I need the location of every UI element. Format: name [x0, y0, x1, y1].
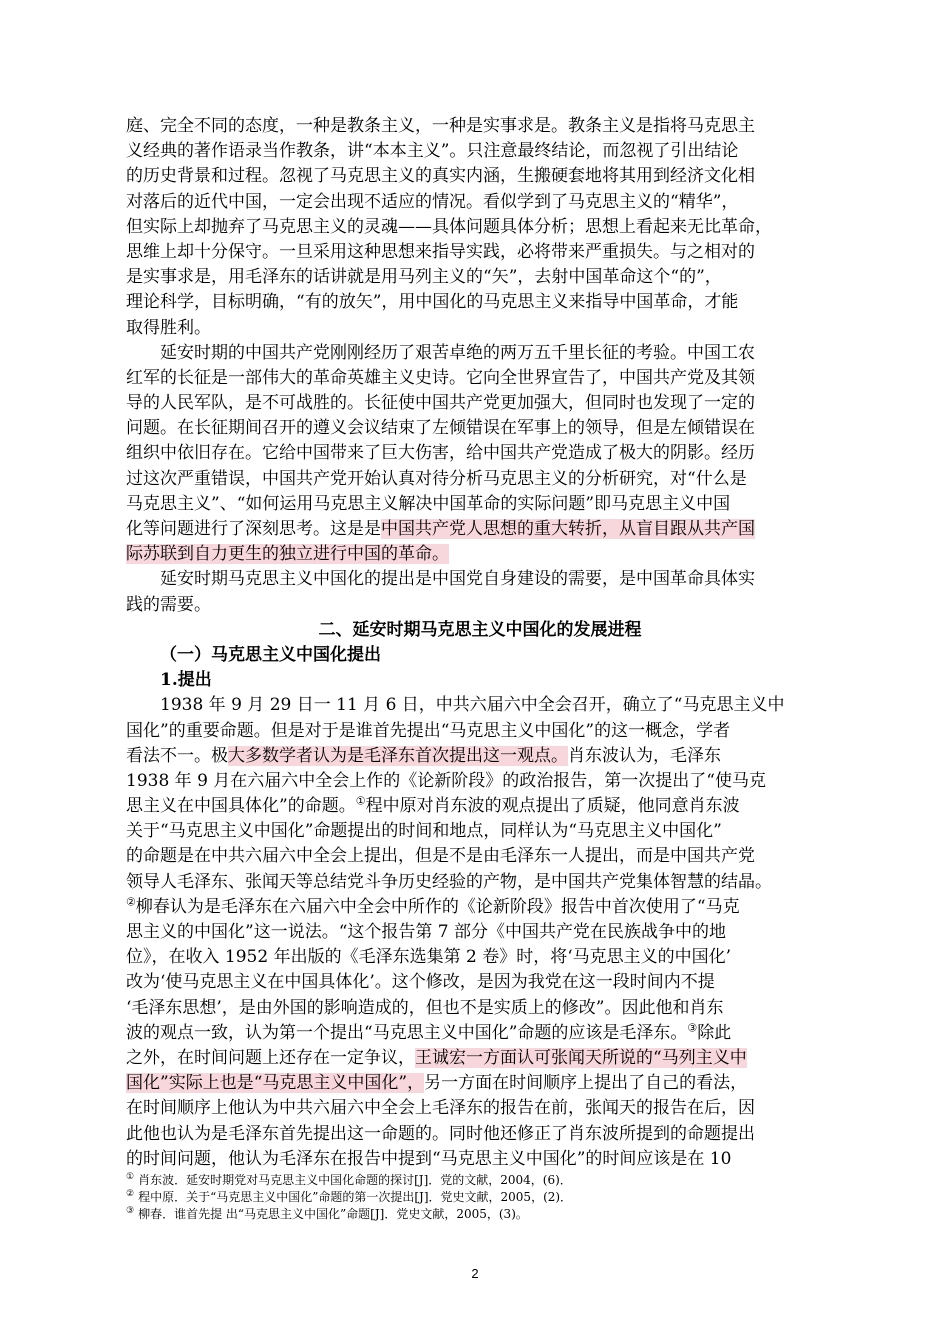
text-line: 但实际上却抛弃了马克思主义的灵魂——具体问题具体分析；思想上看起来无比革命，: [126, 216, 772, 237]
text-line: 取得胜利。: [126, 317, 211, 338]
page-number: 2: [471, 1266, 479, 1281]
text-line: 延安时期的中国共产党刚刚经历了艰苦卓绝的两万五千里长征的考验。中国工农: [126, 342, 755, 363]
text-line: 思维上却十分保守。一旦采用这种思想来指导实践，必将带来严重损失。与之相对的: [126, 241, 755, 262]
text-line: 理论科学，目标明确，“有的放矢”，用中国化的马克思主义来指导中国革命，才能: [126, 292, 739, 313]
subsubsection-heading: 1.提出: [160, 670, 212, 691]
text-segment: 化等问题进行了深刻思考。这是是: [126, 519, 381, 539]
text-line: 是实事求是，用毛泽东的话讲就是用马列主义的“矢”，去射中国革命这个“的”，: [126, 267, 722, 288]
text-line: 国化”的重要命题。但是对于是谁首先提出“马克思主义中国化”的这一概念，学者: [126, 720, 731, 741]
footnote-mark: ②: [126, 1189, 135, 1199]
highlighted-text: 际苏联到自力更生的独立进行中国的革命。: [126, 544, 449, 565]
text-line: [126, 542, 834, 567]
text-line: 思主义的中国化”这一说法。“这个报告第 7 部分《中国共产党在民族战争中的地: [126, 922, 727, 942]
text-line: [126, 517, 834, 542]
footnote-ref[interactable]: ②: [126, 895, 136, 909]
footnotes: [126, 1172, 834, 1223]
footnote-text: 程中原．关于“马克思主义中国化”命题的第一次提出[J]．党史文献，2005，(2)．: [138, 1190, 573, 1204]
text-line: 延安时期马克思主义中国化的提出是中国党自身建设的需要，是中国革命具体实: [126, 569, 755, 590]
text-line: 义经典的著作语录当作教条，讲“本本主义”。只注意最终结论，而忽视了引出结论: [126, 141, 739, 162]
text-line: [126, 1021, 834, 1046]
text-line: 改为‘使马克思主义在中国具体化’。这个修改，是因为我党在这一段时间内不提: [126, 972, 715, 993]
paragraph: [126, 114, 834, 341]
footnote-text: 肖东波．延安时期党对马克思主义中国化命题的探讨[J]．党的文献，2004，(6)．: [138, 1173, 572, 1187]
text-line: 对落后的近代中国，一定会出现不适应的情况。看似学到了马克思主义的“精华”，: [126, 191, 739, 212]
text-line: 践的需要。: [126, 594, 211, 615]
text-line: 庭、完全不同的态度，一种是教条主义，一种是实事求是。教条主义是指将马克思主: [126, 116, 755, 136]
text-line: 组织中依旧存在。它给中国带来了巨大伤害，给中国共产党造成了极大的阴影。经历: [126, 443, 755, 464]
footnote-text: 柳春．谁首先提 出“马克思主义中国化”命题[J]．党史文献，2005，(3)。: [138, 1207, 528, 1221]
text-segment: 思主义在中国具体化”的命题。: [126, 796, 356, 817]
text-line: 1938 年 9 月 29 日一 11 月 6 日，中共六届六中全会召开，确立了“马克思主义中: [126, 695, 785, 716]
footnote: [126, 1189, 834, 1206]
text-line: [126, 1046, 834, 1071]
text-segment: 除此: [697, 1022, 732, 1043]
footnote-ref[interactable]: ①: [355, 794, 366, 808]
footnote-mark: ③: [126, 1206, 135, 1216]
highlighted-text: 国化”实际上也是“马克思主义中国化”，: [126, 1073, 425, 1094]
footnote: [126, 1206, 834, 1223]
paragraph: [126, 693, 834, 1172]
text-line: 导的人民军队，是不可战胜的。长征使中国共产党更加强大，但同时也发现了一定的: [126, 393, 755, 414]
footnote-ref[interactable]: ③: [687, 1021, 698, 1035]
text-segment: 之外，在时间问题上还存在一定争议，: [126, 1047, 415, 1068]
body-text: [126, 114, 834, 1172]
text-line: 问题。在长征期间召开的遵义会议结束了左倾错误在军事上的领导，但是左倾错误在: [126, 418, 755, 439]
text-line: [126, 895, 834, 920]
text-line: 在时间顺序上他认为中共六届六中全会上毛泽东的报告在前，张闻天的报告在后，因: [126, 1098, 755, 1119]
text-line: ‘毛泽东思想’，是由外国的影响造成的，但也不是实质上的修改”。因此他和肖东: [126, 997, 724, 1018]
paragraph: [126, 567, 834, 617]
subsection-heading: （一）马克思主义中国化提出: [160, 644, 381, 665]
text-segment: 程中原对肖东波的观点提出了质疑，他同意肖东波: [365, 796, 740, 817]
text-segment: 肖东波认为，毛泽东: [568, 745, 721, 766]
text-line: [126, 1071, 834, 1096]
text-line: 关于“马克思主义中国化”命题提出的时间和地点，同样认为“马克思主义中国化”: [126, 821, 722, 842]
text-line: [126, 794, 834, 819]
highlighted-text: 中国共产党人思想的重大转折，从盲目跟从共产国: [381, 519, 755, 539]
text-line: 的历史背景和过程。忽视了马克思主义的真实内涵，生搬硬套地将其用到经济文化相: [126, 166, 755, 187]
text-segment: 柳春认为是毛泽东在六届六中全会中所作的《论新阶段》报告中首次使用了“马克: [135, 896, 740, 917]
text-segment: 另一方面在时间顺序上提出了自己的看法，: [424, 1073, 748, 1094]
text-line: 的时间问题，他认为毛泽东在报告中提到“马克思主义中国化”的时间应该是在 10: [126, 1148, 732, 1169]
footnote: [126, 1172, 834, 1189]
text-line: 位》，在收入 1952 年出版的《毛泽东选集第 2 卷》时，将‘马克思主义的中国化’: [126, 947, 732, 968]
text-line: 此他也认为是毛泽东首先提出这一命题的。同时他还修正了肖东波所提到的命题提出: [126, 1123, 755, 1144]
footnote-mark: ①: [126, 1172, 135, 1182]
text-line: 1938 年 9 月在六届六中全会上作的《论新阶段》的政治报告，第一次提出了“使马克: [126, 770, 766, 791]
section-heading: 二、延安时期马克思主义中国化的发展进程: [318, 619, 642, 640]
paragraph: [126, 341, 834, 568]
highlighted-text: 王诚宏一方面认可张闻天所说的“马列主义中: [415, 1047, 747, 1068]
text-line: 领导人毛泽东、张闻天等总结党斗争历史经验的产物，是中国共产党集体智慧的结晶。: [126, 871, 772, 892]
text-segment: 看法不一。极: [126, 745, 228, 766]
text-line: 红军的长征是一部伟大的革命英雄主义史诗。它向全世界宣告了，中国共产党及其领: [126, 367, 755, 388]
text-line: 过这次严重错误，中国共产党开始认真对待分析马克思主义的分析研究，对“什么是: [126, 468, 747, 489]
text-line: 的命题是在中共六届六中全会上提出，但是不是由毛泽东一人提出，而是中国共产党: [126, 846, 755, 867]
text-line: 马克思主义”、“如何运用马克思主义解决中国革命的实际问题”即马克思主义中国: [126, 493, 731, 514]
text-line: [126, 744, 834, 769]
text-segment: 波的观点一致，认为第一个提出“马克思主义中国化”命题的应该是毛泽东。: [126, 1022, 688, 1043]
highlighted-text: 大多数学者认为是毛泽东首次提出这一观点。: [228, 745, 568, 766]
